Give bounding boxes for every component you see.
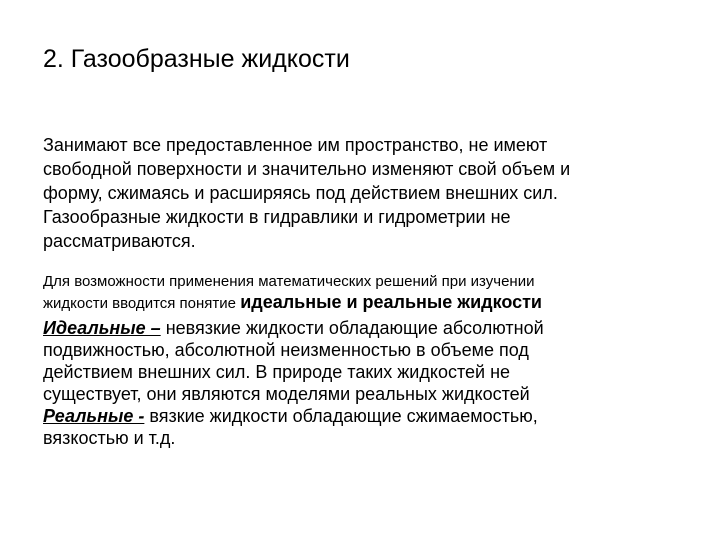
slide-title: 2. Газообразные жидкости <box>43 45 350 73</box>
text-line: существует, они являются моделями реальных жидкостей <box>43 384 530 404</box>
real-definition-first-line <box>43 405 683 427</box>
text-line: действием внешних сил. В природе таких жидкостей не <box>43 362 511 382</box>
text-line <box>43 292 683 314</box>
paragraph-math-concept <box>43 271 683 314</box>
text-line: вязкостью и т.д. <box>43 428 176 448</box>
emphasized-concept: идеальные и реальные жидкости <box>240 292 542 312</box>
text-fragment: вязкие жидкости обладающие сжимаемостью, <box>144 406 538 426</box>
ideal-term: Идеальные – <box>43 318 161 338</box>
text-line: Для возможности применения математических решений при изучении <box>43 273 535 290</box>
text-line: Газообразные жидкости в гидравлики и гидрометрии не <box>43 207 511 227</box>
text-line: рассматриваются. <box>43 231 196 251</box>
real-term: Реальные - <box>43 406 145 426</box>
text-fragment: невязкие жидкости обладающие абсолютной <box>160 318 544 338</box>
text-line: форму, сжимаясь и расширяясь под действием внешних сил. <box>43 183 558 203</box>
paragraph-gas-description <box>43 133 683 253</box>
paragraph-definitions <box>43 317 683 449</box>
text-fragment: жидкости вводится понятие <box>43 295 241 312</box>
text-line: свободной поверхности и значительно изменяют свой объем и <box>43 159 571 179</box>
text-line: подвижностью, абсолютной неизменностью в объеме под <box>43 340 529 360</box>
text-line: Занимают все предоставленное им пространство, не имеют <box>43 135 548 155</box>
ideal-definition-first-line <box>43 317 683 339</box>
